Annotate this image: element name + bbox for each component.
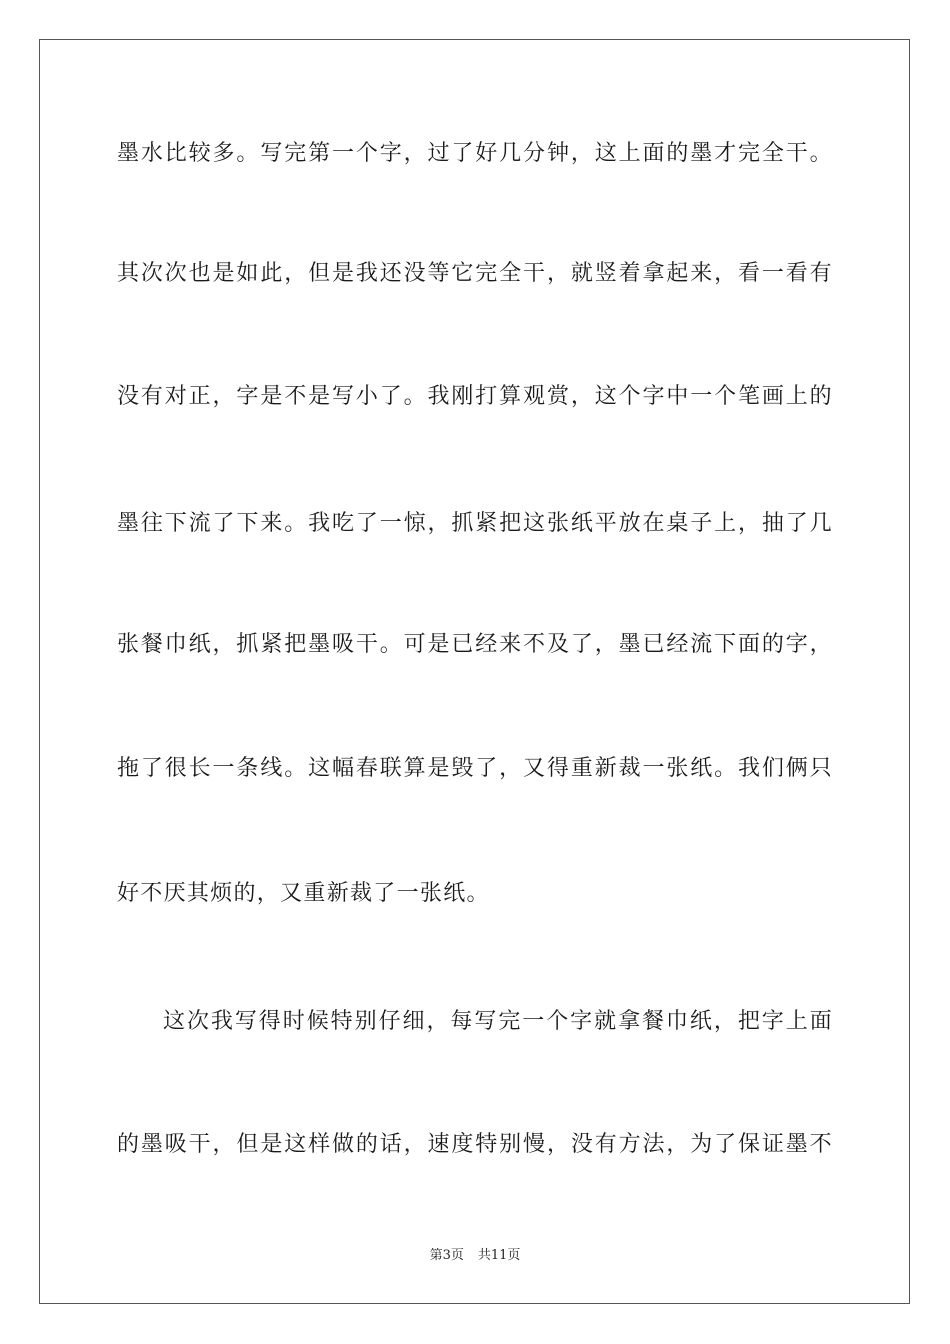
page-border — [39, 39, 910, 1304]
page-total: 共11页 — [477, 1248, 521, 1263]
page-number: 第3页 — [429, 1248, 464, 1263]
text-line-9: 的墨吸干，但是这样做的话，速度特别慢，没有方法，为了保证墨不 — [117, 1132, 833, 1157]
page-footer — [0, 1247, 950, 1265]
text-line-4: 墨往下流了下来。我吃了一惊，抓紧把这张纸平放在桌子上，抽了几 — [117, 511, 833, 536]
text-line-8: 这次我写得时候特别仔细，每写完一个字就拿餐巾纸，把字上面 — [163, 1009, 833, 1034]
text-line-5: 张餐巾纸，抓紧把墨吸干。可是已经来不及了，墨已经流下面的字， — [117, 632, 833, 657]
text-line-6: 拖了很长一条线。这幅春联算是毁了，又得重新裁一张纸。我们俩只 — [117, 756, 833, 781]
text-line-1: 墨水比较多。写完第一个字，过了好几分钟，这上面的墨才完全干。 — [117, 141, 833, 166]
text-line-7: 好不厌其烦的，又重新裁了一张纸。 — [117, 881, 490, 906]
text-line-3: 没有对正，字是不是写小了。我刚打算观赏，这个字中一个笔画上的 — [117, 384, 833, 409]
text-line-2: 其次次也是如此，但是我还没等它完全干，就竖着拿起来，看一看有 — [117, 261, 833, 286]
